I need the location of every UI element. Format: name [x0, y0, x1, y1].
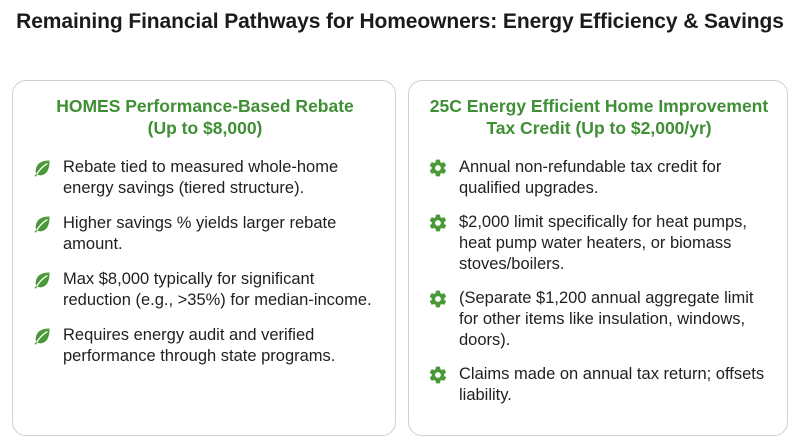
- item-text: Requires energy audit and verified performance through state programs.: [63, 326, 336, 365]
- card-title: [427, 95, 771, 139]
- item-text: (Separate $1,200 annual aggregate limit for other items like insulation, windows, doors).: [459, 289, 754, 349]
- item-text: Annual non-refundable tax credit for qualified upgrades.: [459, 158, 722, 197]
- item-text: $2,000 limit specifically for heat pumps, heat pump water heaters, or biomass stoves/boilers.: [459, 213, 747, 273]
- 25c-tax-credit-card: [408, 80, 788, 436]
- card-title: [31, 95, 379, 139]
- item-text: Rebate tied to measured whole-home energy savings (tiered structure).: [63, 158, 339, 197]
- list-item: [31, 325, 379, 367]
- benefit-list: [427, 157, 771, 406]
- page-title: Remaining Financial Pathways for Homeowners: Energy Efficiency & Savings: [16, 10, 784, 33]
- list-item: [427, 157, 771, 199]
- card-title-line2: (Up to $8,000): [147, 118, 263, 138]
- item-text: Max $8,000 typically for significant reduction (e.g., >35%) for median-income.: [63, 270, 372, 309]
- list-item: [31, 269, 379, 311]
- item-text: Higher savings % yields larger rebate amount.: [63, 214, 337, 253]
- leaf-icon: [31, 157, 53, 179]
- homes-rebate-card: [12, 80, 396, 436]
- benefit-list: [31, 157, 379, 367]
- item-text: Claims made on annual tax return; offsets liability.: [459, 365, 765, 404]
- card-title-line1: HOMES Performance-Based Rebate: [56, 96, 354, 116]
- list-item: [427, 212, 771, 275]
- leaf-icon: [31, 213, 53, 235]
- list-item: [31, 157, 379, 199]
- list-item: [427, 288, 771, 351]
- leaf-icon: [31, 325, 53, 347]
- card-title-line2: Tax Credit (Up to $2,000/yr): [486, 118, 712, 138]
- list-item: [31, 213, 379, 255]
- leaf-icon: [31, 269, 53, 291]
- gear-icon: [427, 364, 449, 386]
- list-item: [427, 364, 771, 406]
- gear-icon: [427, 212, 449, 234]
- gear-icon: [427, 157, 449, 179]
- card-title-line1: 25C Energy Efficient Home Improvement: [429, 96, 769, 116]
- gear-icon: [427, 288, 449, 310]
